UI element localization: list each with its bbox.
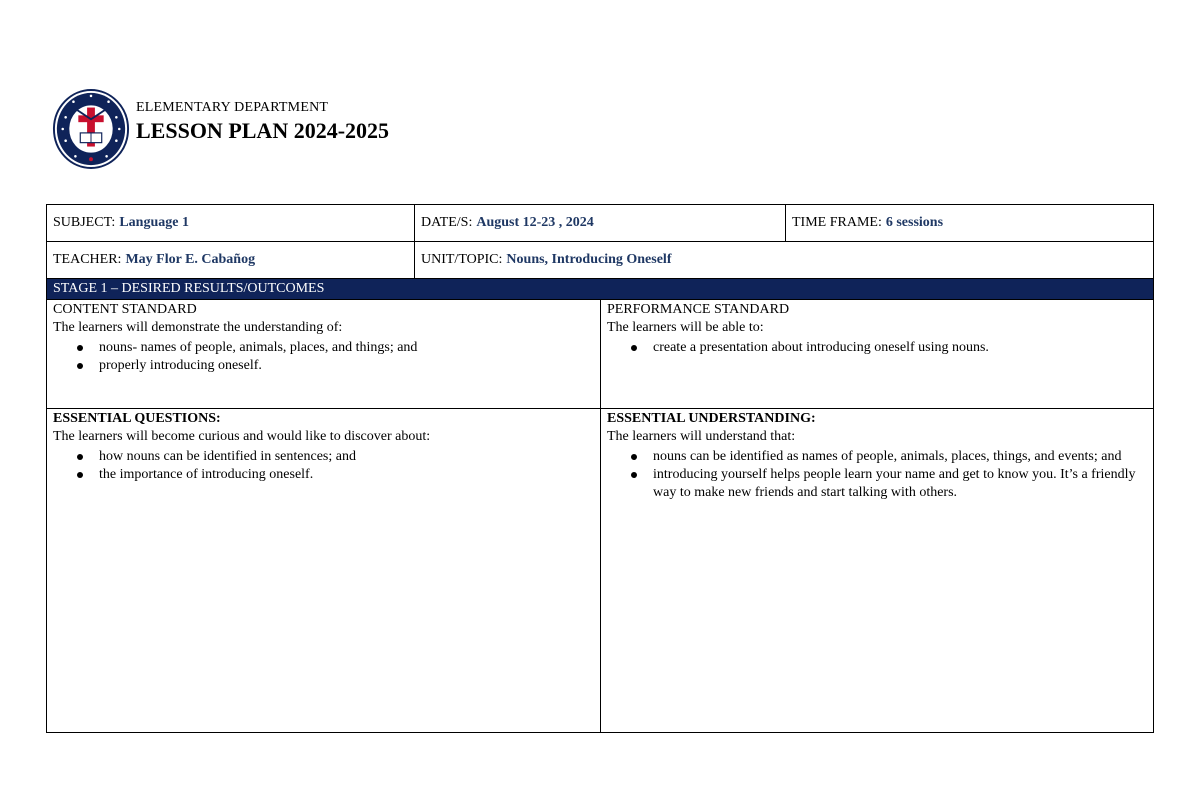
department-label: ELEMENTARY DEPARTMENT (136, 100, 329, 115)
essential-questions-intro: The learners will become curious and would like to discover about: (53, 429, 431, 444)
timeframe-value: 6 sessions (885, 215, 944, 230)
header-text (136, 100, 389, 144)
document-header (52, 88, 389, 170)
teacher-label: TEACHER: (53, 252, 122, 267)
essential-questions-list (53, 448, 594, 484)
list-item: introducing yourself helps people learn your name and get to know you. It’s a friendly way to make new friends and start talking with others. (653, 466, 1147, 502)
performance-standard-list (607, 339, 1147, 357)
timeframe-cell (785, 205, 1153, 241)
topic-label: UNIT/TOPIC: (421, 252, 503, 267)
essential-questions-title: ESSENTIAL QUESTIONS: (53, 411, 221, 426)
list-item: how nouns can be identified in sentences; and (99, 448, 594, 466)
performance-standard-cell (600, 300, 1153, 408)
essential-understanding-intro: The learners will understand that: (607, 429, 796, 444)
teacher-cell (47, 242, 414, 278)
school-seal-icon (52, 88, 130, 170)
essential-questions-cell (47, 409, 600, 732)
list-item: create a presentation about introducing oneself using nouns. (653, 339, 1147, 357)
stage-1-header: STAGE 1 – DESIRED RESULTS/OUTCOMES (47, 279, 1153, 300)
timeframe-label: TIME FRAME: (792, 215, 882, 230)
dates-cell (414, 205, 785, 241)
lesson-plan-table (46, 204, 1154, 733)
content-standard-title: CONTENT STANDARD (53, 302, 197, 317)
meta-row-1 (47, 205, 1153, 242)
essential-understanding-list (607, 448, 1147, 502)
standards-row (47, 300, 1153, 409)
content-standard-cell (47, 300, 600, 408)
lesson-plan-title: LESSON PLAN 2024-2025 (136, 118, 390, 143)
subject-cell (47, 205, 414, 241)
subject-value: Language 1 (119, 215, 189, 230)
teacher-value: May Flor E. Cabañog (125, 252, 256, 267)
list-item: the importance of introducing oneself. (99, 466, 594, 484)
list-item: nouns can be identified as names of people, animals, places, things, and events; and (653, 448, 1147, 466)
dates-label: DATE/S: (421, 215, 473, 230)
performance-standard-title: PERFORMANCE STANDARD (607, 302, 790, 317)
topic-cell (414, 242, 1153, 278)
essential-understanding-title: ESSENTIAL UNDERSTANDING: (607, 411, 816, 426)
list-item: properly introducing oneself. (99, 357, 594, 375)
performance-standard-intro: The learners will be able to: (607, 320, 764, 335)
essential-understanding-cell (600, 409, 1153, 732)
topic-value: Nouns, Introducing Oneself (506, 252, 672, 267)
content-standard-intro: The learners will demonstrate the understanding of: (53, 320, 343, 335)
content-standard-list (53, 339, 594, 375)
dates-value: August 12-23 , 2024 (476, 215, 594, 230)
subject-label: SUBJECT: (53, 215, 116, 230)
list-item: nouns- names of people, animals, places, and things; and (99, 339, 594, 357)
meta-row-2 (47, 242, 1153, 279)
essentials-row (47, 409, 1153, 732)
